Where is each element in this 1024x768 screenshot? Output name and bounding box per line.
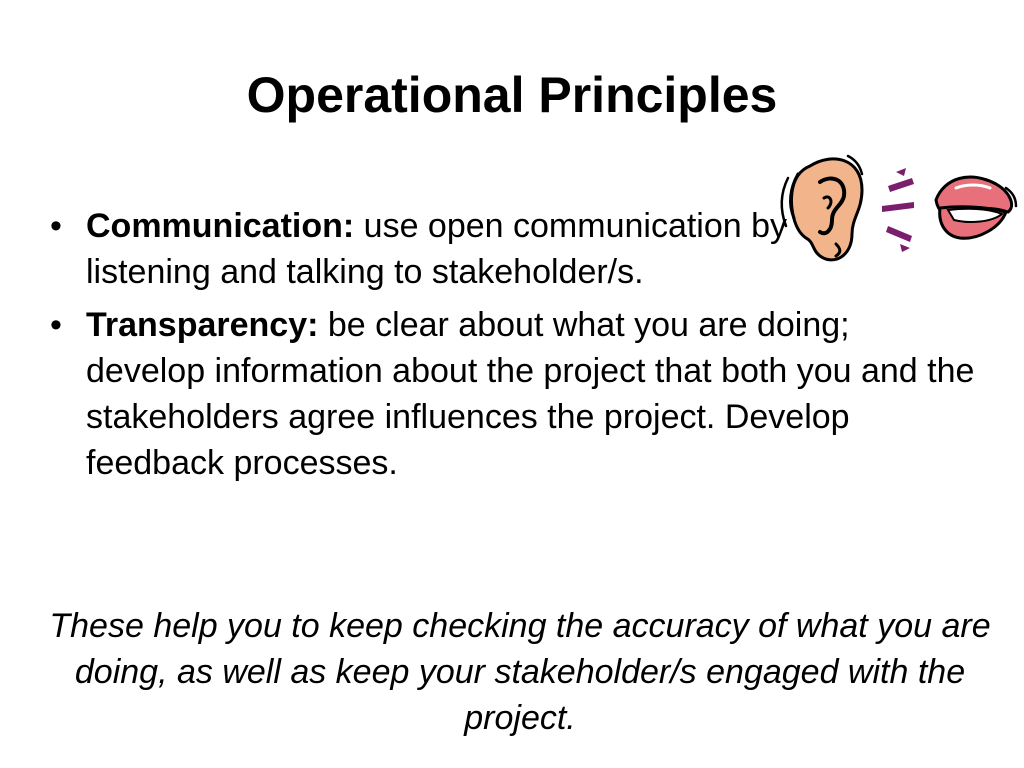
bullet-marker: • xyxy=(50,306,62,344)
slide-title: Operational Principles xyxy=(246,67,778,123)
bullet-text: be clear about what you are doing; develop information about the project that both you and the stakeholders agree influences the project. Develop feedback processes. xyxy=(86,306,975,482)
bullet-item-transparency xyxy=(48,302,978,486)
mouth-icon xyxy=(936,177,1016,238)
footer-note: These help you to keep checking the accuracy of what you are doing, as well as keep your stakeholder/s engaged with the project. xyxy=(49,607,991,737)
ear-icon xyxy=(782,156,862,260)
bullet-text: use open communication by listening and talking to stakeholder/s. xyxy=(86,207,788,291)
sound-waves-icon xyxy=(882,168,914,252)
listen-talk-clipart xyxy=(770,148,1020,278)
bullet-term: Communication: xyxy=(86,207,355,245)
bullet-item-communication xyxy=(48,203,816,295)
bullet-marker: • xyxy=(50,207,62,245)
bullet-term: Transparency: xyxy=(86,306,319,344)
